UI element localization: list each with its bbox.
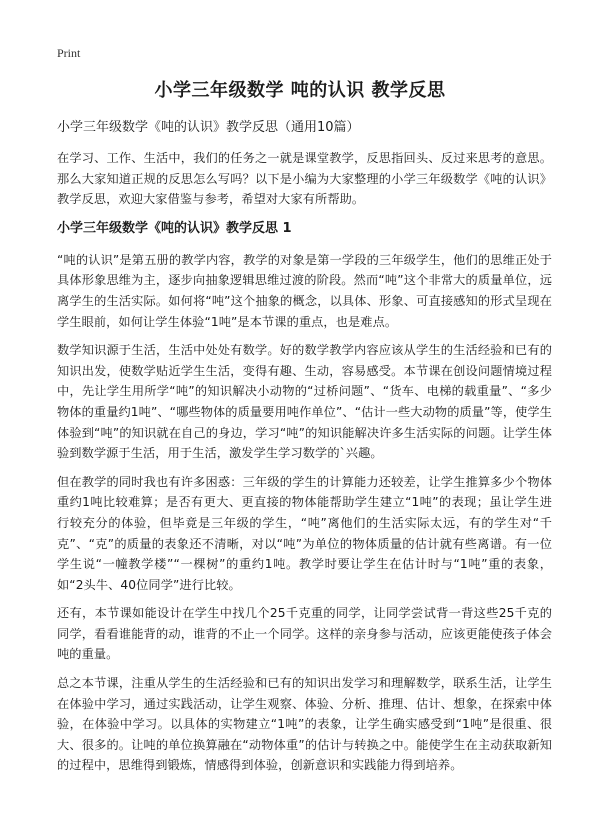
body-paragraph-2: 数学知识源于生活，生活中处处有数学。好的数学教学内容应该从学生的生活经验和已有的知识出发，使数学贴近学生生活，变得有趣、生动，容易感受。本节课在创设问题情境过程中，先让学生用所学“吨”的知识解决小动物的“过桥问题”、“货车、电梯的载重量”、“多少物体的重量约1吨”、“哪些物体的质量要用吨作单位”、“估计一些大动物的质量”等，使学生体验到“吨”的知识就在自己的身边，学习“吨”的知识能解决许多生活实际的问题。让学生体验到数学源于生活，用于生活，激发学生学习数学的`兴趣。 (57, 343, 552, 461)
body-paragraph-1: “吨的认识”是第五册的教学内容，教学的对象是第一学段的三年级学生，他们的思维正处于具体形象思维为主，逐步向抽象逻辑思维过渡的阶段。然而“吨”这个非常大的质量单位，远离学生的生活实际。如何将“吨”这个抽象的概念，以具体、形象、可直接感知的形式呈现在学生眼前，如何让学生体验“1吨”是本节课的重点，也是难点。 (57, 252, 552, 329)
print-link[interactable]: Print (57, 46, 81, 60)
intro-paragraph: 在学习、工作、生活中，我们的任务之一就是课堂教学，反思指回头、反过来思考的意思。那么大家知道正规的反思怎么写吗？以下是小编为大家整理的小学三年级数学《吨的认识》教学反思，欢迎大家借鉴与参考，希望对大家有所帮助。 (57, 151, 552, 207)
article-subtitle: 小学三年级数学《吨的认识》教学反思（通用10篇） (57, 120, 360, 135)
article-body (57, 117, 552, 784)
body-paragraph-5: 总之本节课，注重从学生的生活经验和已有的知识出发学习和理解数学，联系生活，让学生在体验中学习，通过实践活动，让学生观察、体验、分析、推理、估计、想象，在探索中体验，在体验中学习。以具体的实物建立“1吨”的表象，让学生确实感受到“1吨”是很重、很大、很多的。让吨的单位换算融在“动物体重”的估计与转换之中。能使学生在主动获取新知的过程中，思维得到锻炼，情感得到体验，创新意识和实践能力得到培养。 (57, 676, 552, 773)
section-heading: 小学三年级数学《吨的认识》教学反思 1 (57, 220, 292, 236)
page-title: 小学三年级数学 吨的认识 教学反思 (154, 80, 446, 101)
body-paragraph-3: 但在教学的同时我也有许多困惑：三年级的学生的计算能力还较差，让学生推算多少个物体重约1吨比较难算；是否有更大、更直接的物体能帮助学生建立“1吨”的表现；虽让学生进行较充分的体验，但毕竟是三年级的学生，“吨”离他们的生活实际太远，有的学生对“千克”、“克”的质量的表象还不清晰，对以“吨”为单位的物体质量的估计就有些离谱。有一位学生说“一幢教学楼”“一棵树”的重约1吨。教学时要让学生在估计时与“1吨”重的表象，如“2头牛、40位同学”进行比较。 (57, 474, 552, 592)
body-paragraph-4: 还有，本节课如能设计在学生中找几个25千克重的同学，让同学尝试背一背这些25千克的同学，看看谁能背的动，谁背的不止一个同学。这样的亲身参与活动，应该更能使孩子体会吨的重量。 (57, 606, 552, 662)
